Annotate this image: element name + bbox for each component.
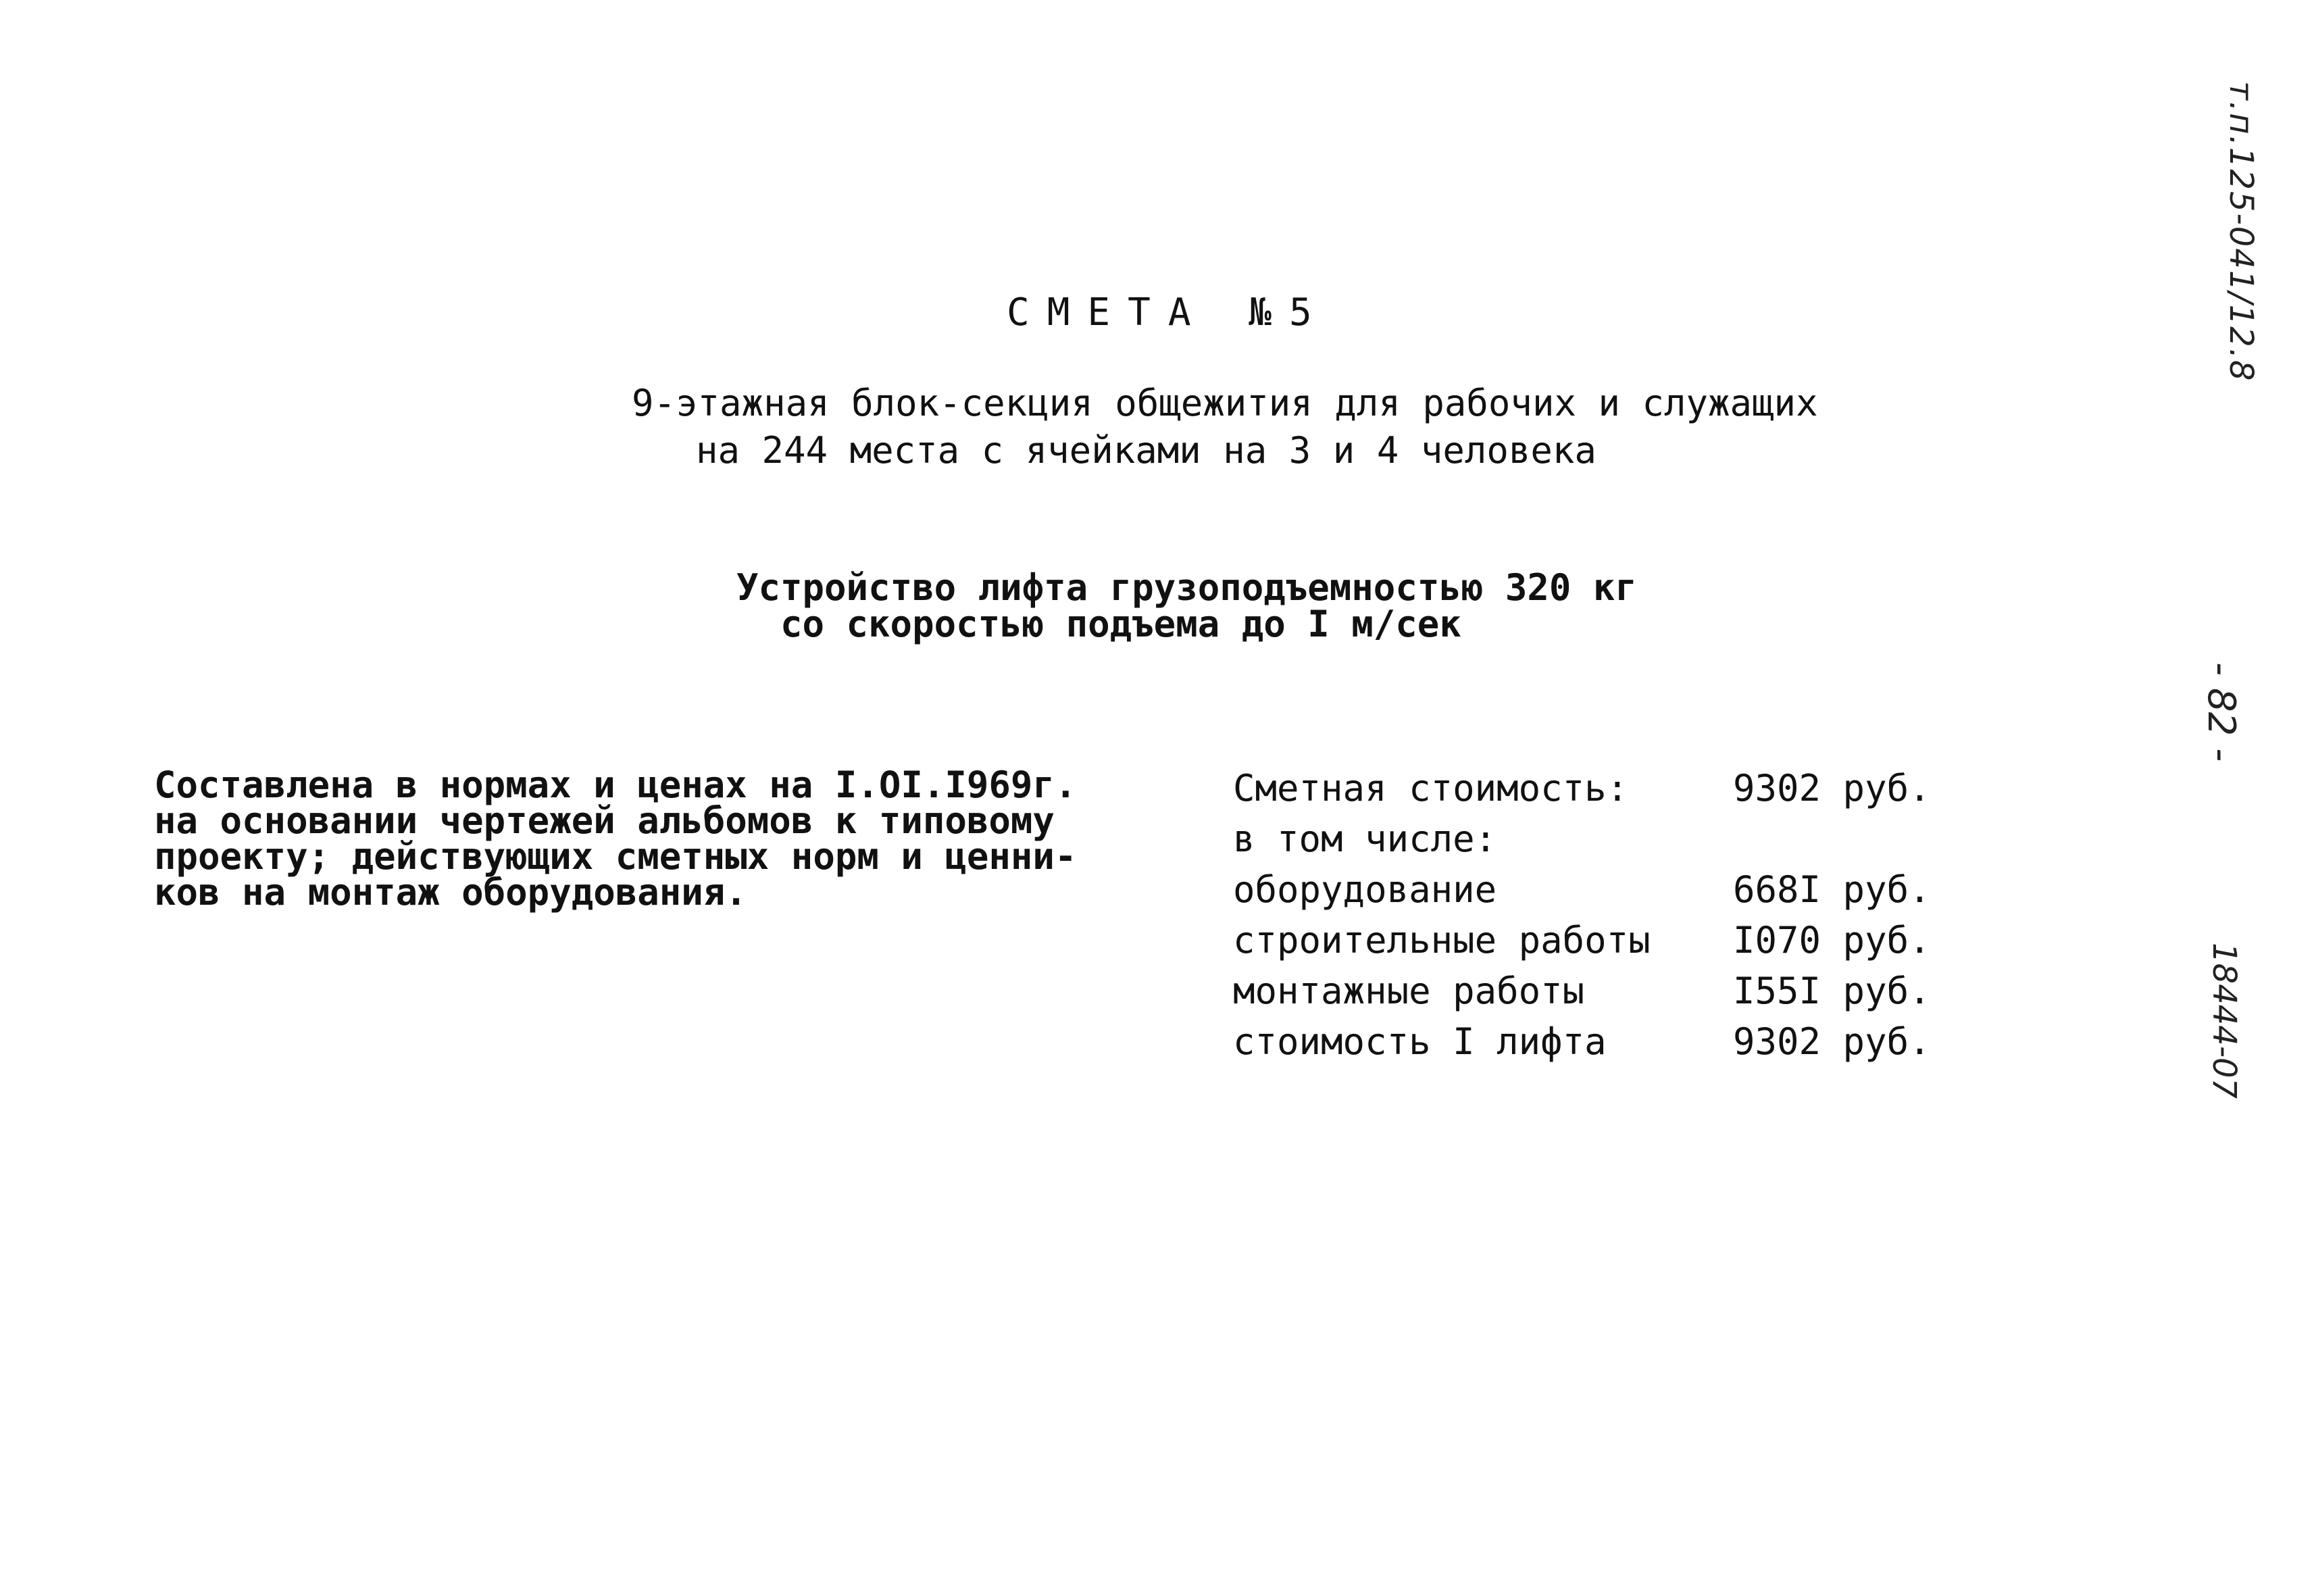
- margin-page-number: - 82 -: [2199, 662, 2243, 762]
- cost-value-per-lift: 9302 руб.: [1733, 1020, 1931, 1063]
- basis-line: на основании чертежей альбомов к типовому: [154, 799, 1055, 842]
- cost-label-construction: строительные работы: [1233, 919, 1651, 962]
- document-title: СМЕТА №5: [1007, 291, 1330, 334]
- basis-line: проекту; действующих сметных норм и ценни-: [154, 835, 1077, 878]
- subtitle-line-2: на 244 места с ячейками на 3 и 4 человека: [696, 429, 1596, 472]
- cost-value-equipment: 668I руб.: [1733, 868, 1931, 911]
- cost-value-construction: I070 руб.: [1733, 919, 1931, 962]
- basis-paragraph: [154, 764, 1077, 914]
- cost-value-installation: I55I руб.: [1733, 970, 1931, 1012]
- basis-line: ков на монтаж оборудования.: [154, 871, 747, 914]
- cost-label-per-lift: стоимость I лифта: [1233, 1020, 1607, 1063]
- margin-project-code: т.п.125-041/12.8: [2222, 81, 2260, 382]
- subtitle-line-1: 9-этажная блок-секция общежития для рабочих и служащих: [632, 382, 1818, 424]
- cost-label-equipment: оборудование: [1233, 868, 1497, 911]
- cost-label-installation: монтажные работы: [1233, 970, 1585, 1012]
- basis-line: Составлена в нормах и ценах на I.OI.I969г.: [154, 764, 1077, 806]
- margin-document-number: 18444-07: [2205, 943, 2243, 1099]
- section-heading-line-2: со скоростью подъема до I м/сек: [780, 603, 1461, 645]
- cost-label-total: Сметная стоимость:: [1233, 767, 1629, 809]
- cost-value-total: 9302 руб.: [1733, 767, 1931, 809]
- section-heading-line-1: Устройство лифта грузоподъемностью 320 кг: [736, 566, 1637, 609]
- cost-label-including: в том числе:: [1233, 818, 1497, 860]
